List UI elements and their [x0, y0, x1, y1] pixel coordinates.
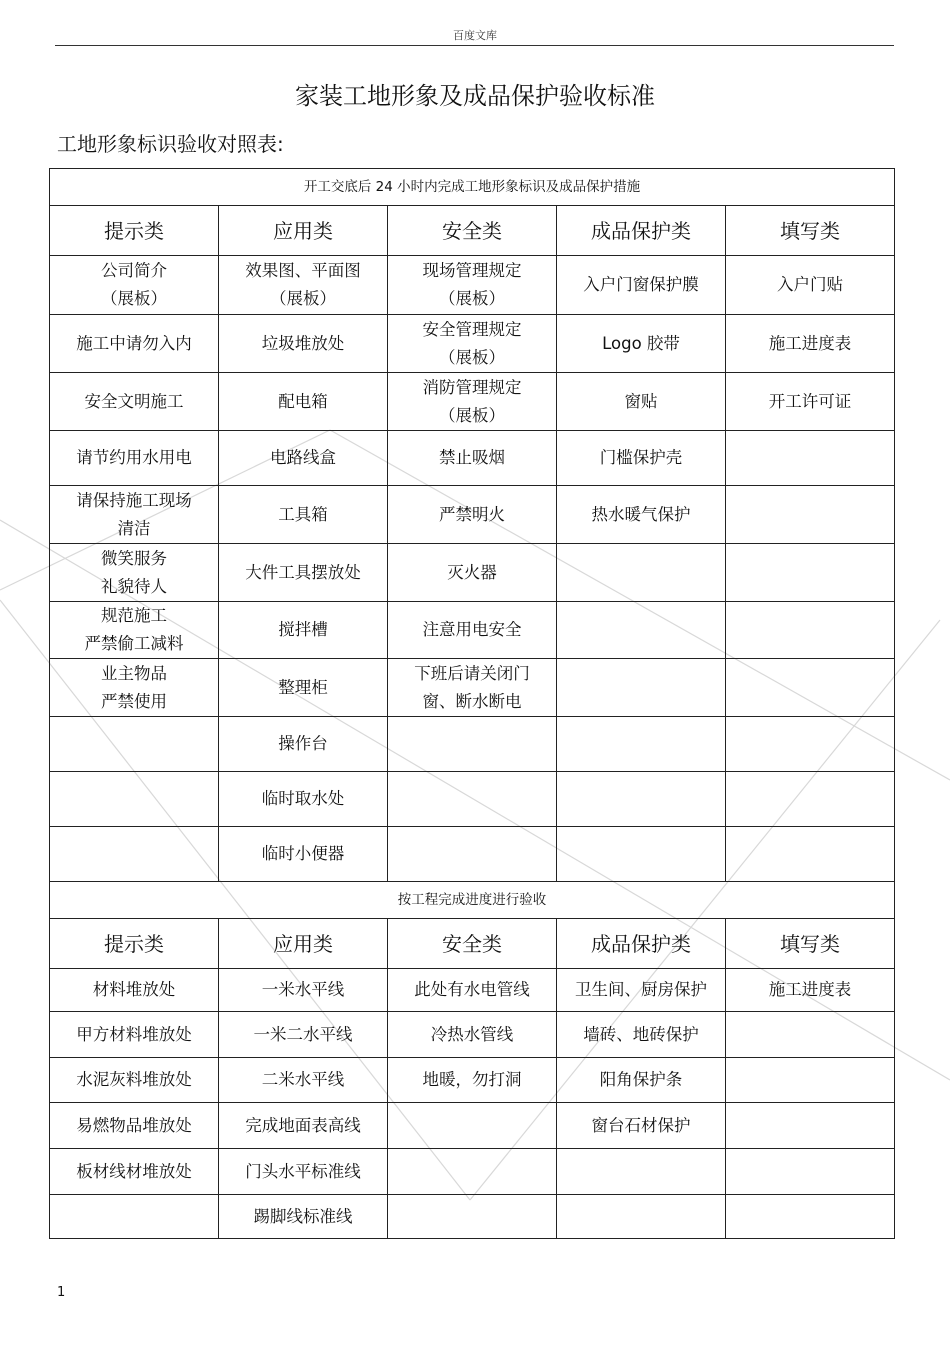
table-cell [388, 1149, 557, 1195]
cell-text: 施工进度表 [768, 980, 852, 999]
table-row [50, 969, 895, 1012]
table-cell [726, 256, 895, 315]
cell-text: 灭火器 [447, 562, 497, 582]
cell-text: 施工中请勿入内 [76, 333, 192, 353]
cell-text: 严禁明火 [439, 504, 505, 524]
cell-text: （展板） [270, 289, 336, 308]
cell-text: 安全管理规定 [422, 319, 522, 339]
table-row [50, 659, 895, 717]
table-cell [50, 256, 219, 315]
table-cell [50, 1103, 219, 1149]
table-cell [726, 486, 895, 544]
cell-text: 二米水平线 [261, 1070, 345, 1089]
table-cell [726, 544, 895, 602]
cell-text: 临时取水处 [261, 789, 345, 808]
cell-text: 严禁使用 [101, 691, 167, 711]
table-cell [219, 256, 388, 315]
table-cell [219, 827, 388, 882]
cell-text: 踢脚线标准线 [253, 1206, 353, 1226]
table-cell [50, 772, 219, 827]
table-cell [557, 431, 726, 486]
cell-text: 临时小便器 [261, 844, 345, 863]
table-cell [726, 373, 895, 431]
cell-text: （展板） [439, 347, 505, 367]
table-cell [50, 1058, 219, 1103]
inspection-table [49, 168, 895, 1239]
table-row [50, 1058, 895, 1103]
table-cell [50, 827, 219, 882]
cell-text: 请节约用水用电 [76, 448, 192, 467]
table-cell [726, 772, 895, 827]
table-row [50, 1149, 895, 1195]
table-cell [557, 544, 726, 602]
table-cell [557, 1103, 726, 1149]
table-row [50, 373, 895, 431]
table-cell [557, 772, 726, 827]
cell-text: Logo 胶带 [602, 333, 680, 353]
table-cell [219, 659, 388, 717]
table-row [50, 602, 895, 659]
table-cell [726, 431, 895, 486]
section-caption: 按工程完成进度进行验收 [50, 882, 895, 919]
cell-text: 入户门窗保护膜 [583, 275, 699, 294]
table-cell [219, 772, 388, 827]
table-cell [726, 969, 895, 1012]
cell-text: 墙砖、地砖保护 [583, 1024, 699, 1044]
table-cell [50, 1149, 219, 1195]
table-row [50, 1012, 895, 1058]
table-cell [388, 1012, 557, 1058]
category-header: 安全类 [388, 206, 557, 256]
table-cell [219, 1058, 388, 1103]
table-cell [388, 1195, 557, 1239]
table-cell [219, 1012, 388, 1058]
cell-text: 下班后请关闭门 [414, 663, 530, 683]
cell-text: 效果图、平面图 [245, 261, 361, 280]
table-cell [219, 544, 388, 602]
table-cell [388, 373, 557, 431]
cell-text: 热水暖气保护 [591, 504, 691, 524]
cell-text: 礼貌待人 [101, 576, 167, 596]
table-row [50, 544, 895, 602]
cell-text: 一米二水平线 [253, 1024, 353, 1044]
table-cell [388, 486, 557, 544]
table-cell [557, 256, 726, 315]
table-cell [50, 431, 219, 486]
cell-text: 消防管理规定 [422, 377, 522, 397]
cell-text: 开工许可证 [768, 391, 852, 411]
cell-text: 工具箱 [278, 504, 328, 524]
table-cell [388, 256, 557, 315]
table-cell [557, 659, 726, 717]
table-cell [50, 373, 219, 431]
cell-text: 安全文明施工 [84, 391, 184, 411]
table-cell [50, 717, 219, 772]
cell-text: （展板） [101, 289, 167, 308]
table-cell [219, 717, 388, 772]
table-cell [726, 602, 895, 659]
table-cell [557, 1058, 726, 1103]
table-cell [557, 1012, 726, 1058]
table-cell [50, 544, 219, 602]
cell-text: 板材线材堆放处 [76, 1161, 192, 1181]
table-cell [557, 373, 726, 431]
table-row [50, 315, 895, 373]
table-cell [388, 1103, 557, 1149]
table-cell [50, 602, 219, 659]
cell-text: 请保持施工现场 [76, 490, 192, 510]
table-cell [50, 1012, 219, 1058]
table-cell [726, 659, 895, 717]
cell-text: 规范施工 [101, 606, 167, 625]
table-cell [388, 659, 557, 717]
header-rule [55, 45, 894, 46]
table-cell [388, 717, 557, 772]
section-caption: 开工交底后 24 小时内完成工地形象标识及成品保护措施 [50, 169, 895, 206]
cell-text: 一米水平线 [261, 980, 345, 999]
table-cell [557, 717, 726, 772]
cell-text: 卫生间、厨房保护 [575, 980, 707, 999]
table-cell [388, 772, 557, 827]
section-caption-row [50, 882, 895, 919]
table-cell [219, 486, 388, 544]
table-cell [388, 315, 557, 373]
table-cell [557, 486, 726, 544]
cell-text: 严禁偷工减料 [84, 634, 184, 653]
table-cell [50, 1195, 219, 1239]
table-cell [50, 486, 219, 544]
table-subtitle: 工地形象标识验收对照表: [57, 132, 284, 156]
table-cell [219, 315, 388, 373]
table-cell [557, 969, 726, 1012]
table-row [50, 717, 895, 772]
table-row [50, 431, 895, 486]
cell-text: 微笑服务 [101, 548, 167, 568]
table-cell [557, 1149, 726, 1195]
table-cell [50, 969, 219, 1012]
category-header: 提示类 [50, 206, 219, 256]
cell-text: 阳角保护条 [599, 1070, 683, 1089]
table-cell [557, 315, 726, 373]
cell-text: 冷热水管线 [430, 1024, 514, 1044]
table-cell [50, 315, 219, 373]
table-cell [219, 373, 388, 431]
table-cell [219, 1195, 388, 1239]
cell-text: 现场管理规定 [422, 261, 522, 280]
cell-text: 门槛保护壳 [599, 448, 683, 467]
cell-text: 大件工具摆放处 [245, 562, 361, 582]
cell-text: （展板） [439, 405, 505, 425]
cell-text: 禁止吸烟 [439, 448, 505, 467]
category-header: 填写类 [726, 919, 895, 969]
table-cell [726, 827, 895, 882]
table-row [50, 1195, 895, 1239]
category-header: 应用类 [219, 919, 388, 969]
cell-text: 材料堆放处 [92, 980, 176, 999]
page-title: 家装工地形象及成品保护验收标准 [295, 82, 655, 110]
page-number: 1 [57, 1285, 66, 1300]
table-cell [726, 1058, 895, 1103]
cell-text: 垃圾堆放处 [261, 333, 345, 353]
cell-text: 公司简介 [101, 261, 167, 280]
cell-text: 甲方材料堆放处 [76, 1024, 192, 1044]
category-header: 提示类 [50, 919, 219, 969]
table-cell [388, 544, 557, 602]
cell-text: 清洁 [117, 518, 151, 538]
table-cell [219, 1103, 388, 1149]
table-cell [388, 1058, 557, 1103]
category-header-row [50, 206, 895, 256]
cell-text: 完成地面表高线 [245, 1115, 361, 1135]
table-row [50, 827, 895, 882]
cell-text: 窗、断水断电 [422, 691, 522, 711]
page-header: 百度文库 [453, 29, 497, 42]
cell-text: 门头水平标准线 [245, 1161, 361, 1181]
table-row [50, 256, 895, 315]
table-row [50, 1103, 895, 1149]
table-cell [726, 1103, 895, 1149]
table-cell [219, 602, 388, 659]
cell-text: 操作台 [278, 734, 328, 753]
table-cell [219, 969, 388, 1012]
table-cell [388, 969, 557, 1012]
table-cell [726, 1195, 895, 1239]
cell-text: 电路线盒 [270, 448, 336, 467]
cell-text: 此处有水电管线 [414, 980, 530, 999]
table-row [50, 486, 895, 544]
cell-text: （展板） [439, 289, 505, 308]
table-cell [557, 827, 726, 882]
table-cell [557, 1195, 726, 1239]
table-cell [726, 1149, 895, 1195]
table-cell [219, 431, 388, 486]
section-caption-row [50, 169, 895, 206]
table-cell [388, 827, 557, 882]
cell-text: 注意用电安全 [422, 620, 522, 639]
table-cell [557, 602, 726, 659]
table-cell [726, 1012, 895, 1058]
table-cell [726, 717, 895, 772]
table-cell [219, 1149, 388, 1195]
category-header: 应用类 [219, 206, 388, 256]
cell-text: 业主物品 [101, 663, 167, 683]
table-cell [50, 659, 219, 717]
cell-text: 配电箱 [278, 391, 328, 411]
cell-text: 窗贴 [624, 391, 658, 411]
cell-text: 整理柜 [278, 677, 328, 697]
category-header: 安全类 [388, 919, 557, 969]
table-row [50, 772, 895, 827]
cell-text: 窗台石材保护 [591, 1115, 691, 1135]
cell-text: 易燃物品堆放处 [76, 1115, 192, 1135]
cell-text: 搅拌槽 [278, 620, 328, 639]
table-cell [726, 315, 895, 373]
category-header: 填写类 [726, 206, 895, 256]
cell-text: 入户门贴 [777, 275, 844, 294]
cell-text: 水泥灰料堆放处 [76, 1070, 192, 1089]
cell-text: 地暖，勿打洞 [422, 1070, 522, 1089]
category-header: 成品保护类 [557, 919, 726, 969]
category-header-row [50, 919, 895, 969]
category-header: 成品保护类 [557, 206, 726, 256]
table-cell [388, 431, 557, 486]
cell-text: 施工进度表 [768, 333, 852, 353]
table-cell [388, 602, 557, 659]
